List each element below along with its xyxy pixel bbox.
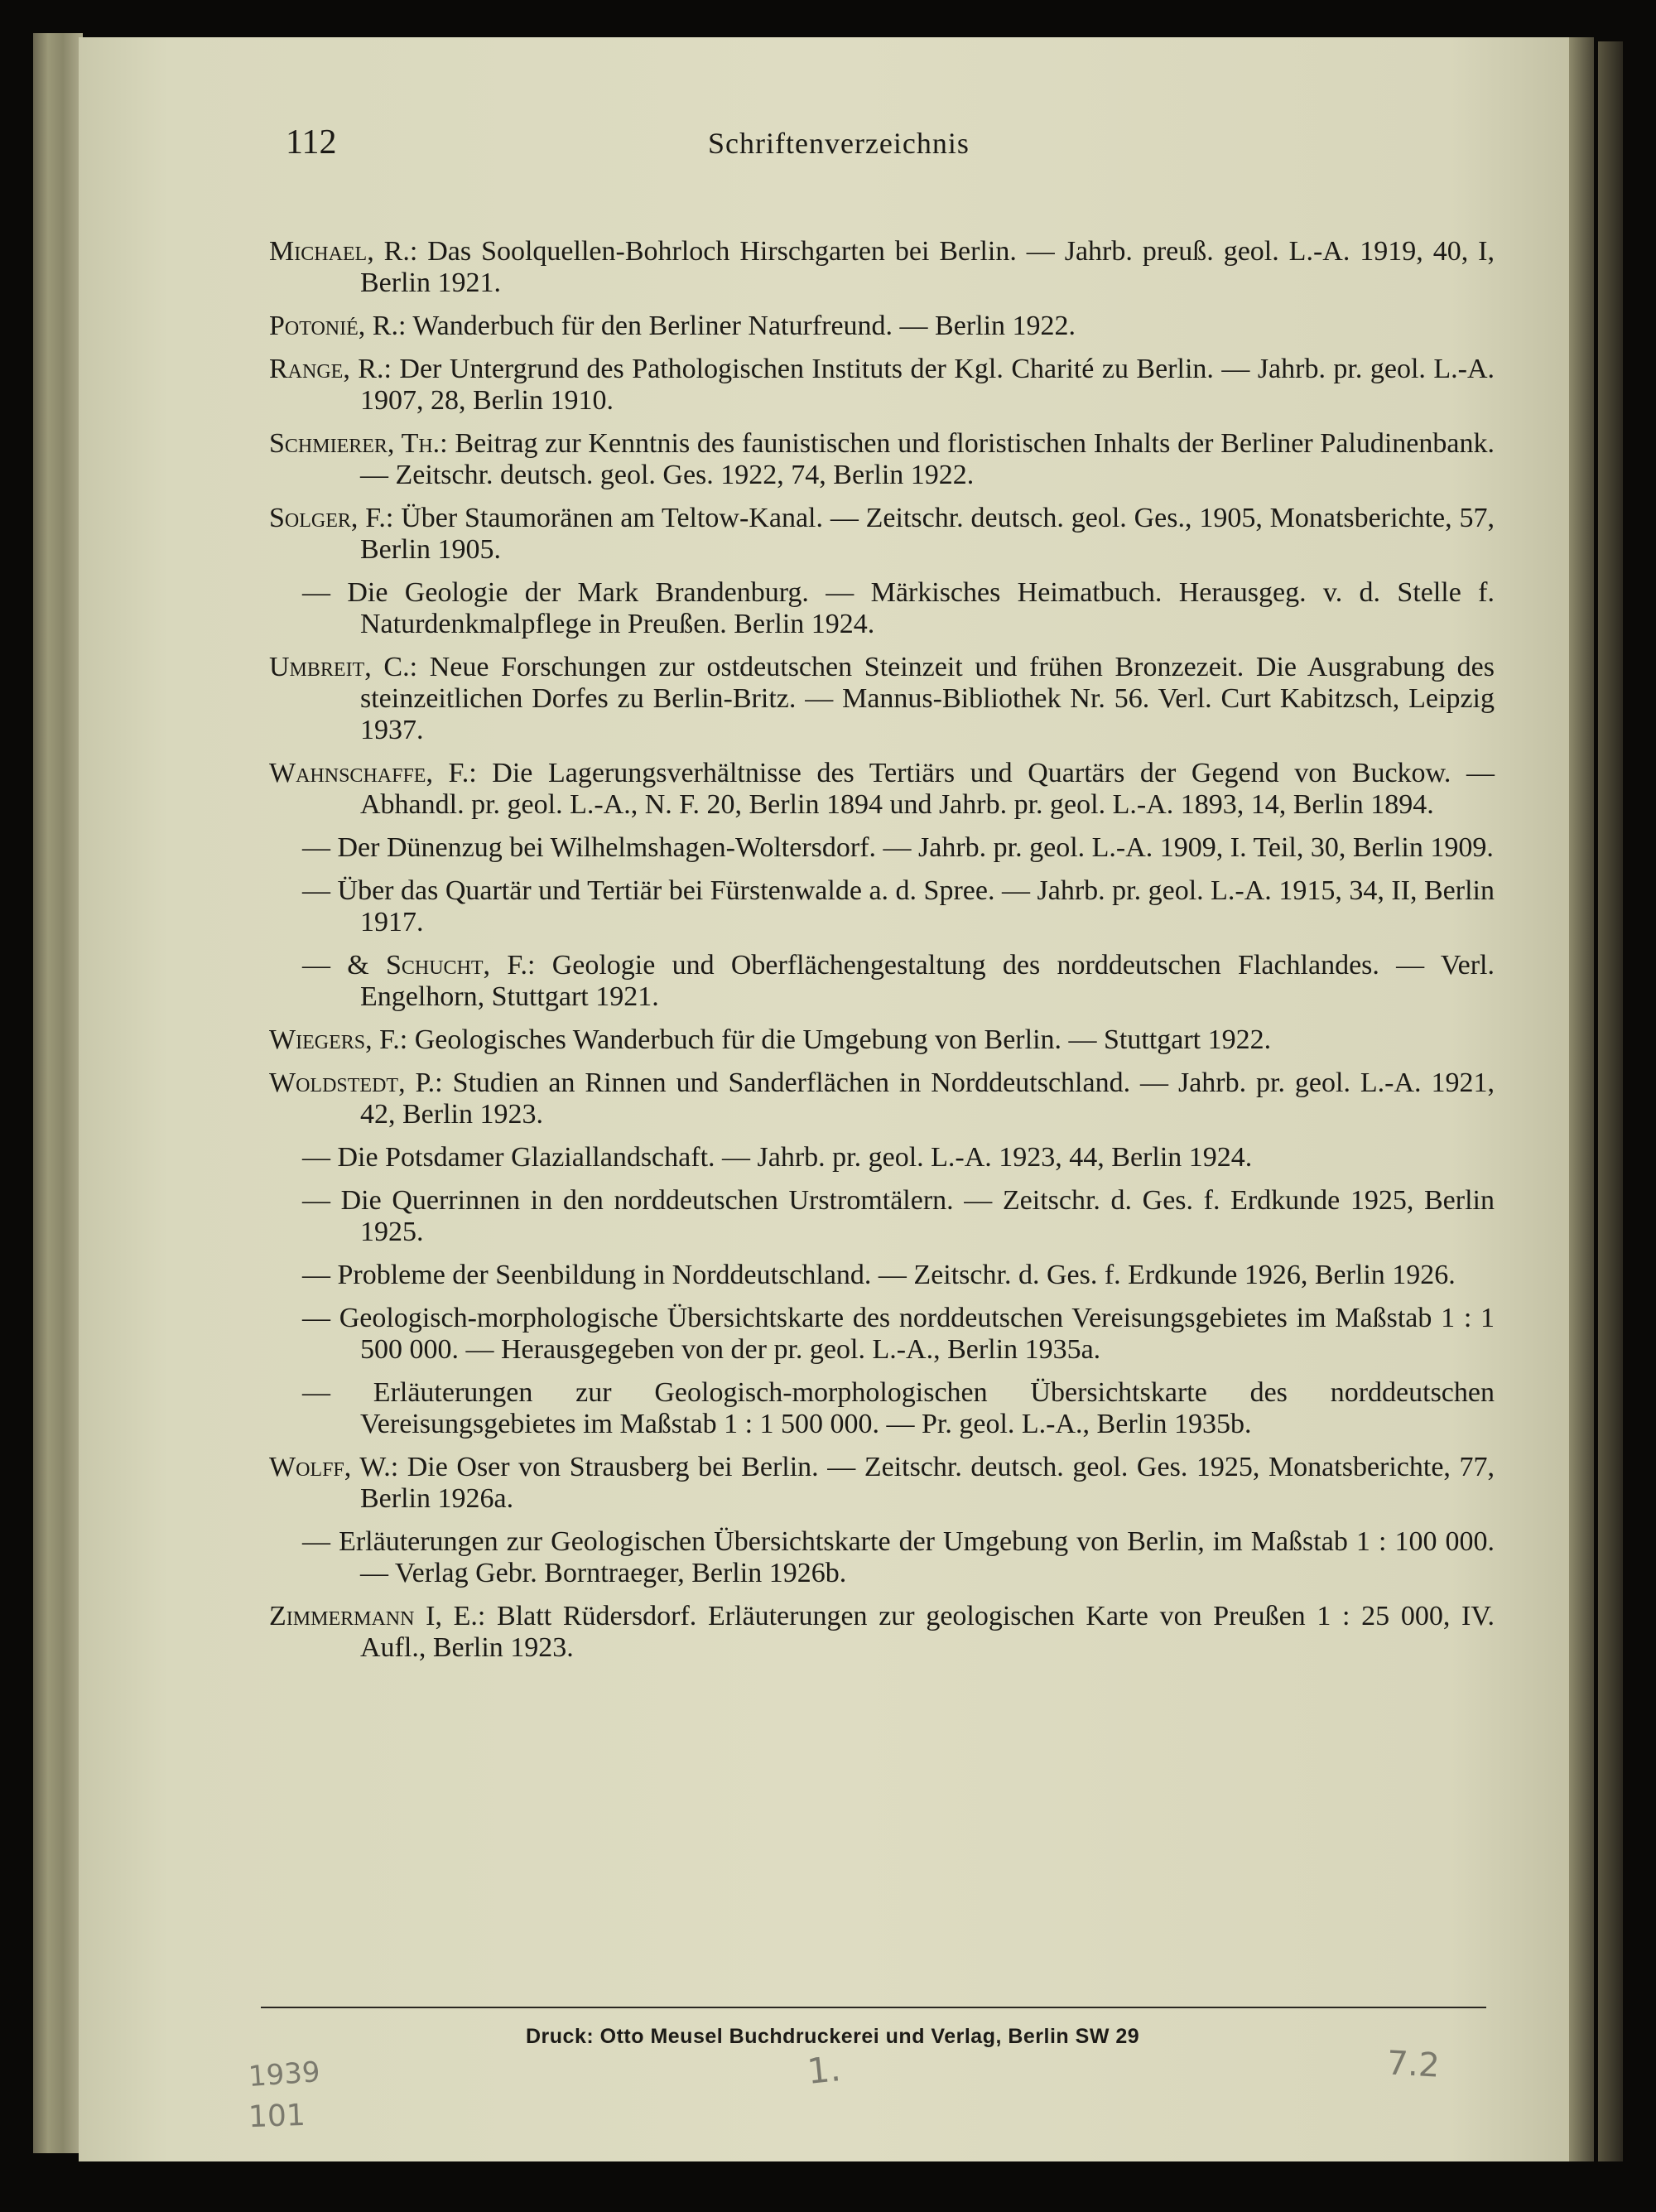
- entry-author: Umbreit, C.:: [269, 652, 418, 682]
- printer-imprint: Druck: Otto Meusel Buchdruckerei und Verlag, Berlin SW 29: [526, 2025, 1140, 2048]
- page-header: [79, 123, 1569, 172]
- pencil-right-note: 7.2: [1385, 2044, 1441, 2085]
- entry-text: Über das Quartär und Tertiär bei Fürstenwalde a. d. Spree. — Jahrb. pr. geol. L.-A. 1915, 34, II, Berlin 1917.: [337, 875, 1495, 937]
- entry-text: Die Potsdamer Glaziallandschaft. — Jahrb. pr. geol. L.-A. 1923, 44, Berlin 1924.: [337, 1142, 1253, 1173]
- entry-text: Die Oser von Strausberg bei Berlin. — Zeitschr. deutsch. geol. Ges. 1925, Monatsberichte, 77, Berlin 1926a.: [360, 1452, 1495, 1514]
- bibliography-subentry: [269, 1526, 1495, 1589]
- bibliography-entry: [269, 311, 1495, 342]
- entry-text: Geologie und Oberflächengestaltung des norddeutschen Flachlandes. — Verl. Engelhorn, Stuttgart 1921.: [360, 950, 1495, 1012]
- entry-author: Michael, R.:: [269, 236, 418, 267]
- bibliography-subentry: [269, 1142, 1495, 1173]
- pencil-left-note: 101: [248, 2098, 306, 2135]
- entry-text: Erläuterungen zur Geologischen Übersichtskarte der Umgebung von Berlin, im Maßstab 1 : 100 000. — Verlag Gebr. Borntraeger, Berlin 1926b.: [339, 1526, 1495, 1588]
- entry-text: Die Geologie der Mark Brandenburg. — Märkisches Heimatbuch. Herausgeg. v. d. Stelle f. Naturdenkmalpflege in Preußen. Berlin 1924.: [347, 577, 1495, 639]
- entry-text: Die Querrinnen in den norddeutschen Urstromtälern. — Zeitschr. d. Ges. f. Erdkunde 1925, Berlin 1925.: [340, 1185, 1495, 1247]
- entry-author: Wolff, W.:: [269, 1452, 399, 1482]
- entry-dash: —: [302, 1185, 330, 1216]
- entry-dash: —: [302, 1377, 330, 1408]
- entry-text: Erläuterungen zur Geologisch-morphologischen Übersichtskarte des norddeutschen Vereisungsgebietes im Maßstab 1 : 1 500 000. — Pr. geol. L.-A., Berlin 1935b.: [360, 1377, 1495, 1439]
- entry-text: Geologisches Wanderbuch für die Umgebung von Berlin. — Stuttgart 1922.: [414, 1024, 1272, 1055]
- bibliography-subentry: [269, 577, 1495, 640]
- bibliography-entry: [269, 1067, 1495, 1130]
- entry-dash: —: [302, 1526, 330, 1557]
- bibliography-entry: [269, 428, 1495, 491]
- bibliography-subentry: [269, 1377, 1495, 1440]
- right-page-edge-shadow: [1598, 41, 1623, 2161]
- entry-text: Das Soolquellen-Bohrloch Hirschgarten bei Berlin. — Jahrb. preuß. geol. L.-A. 1919, 40, I, Berlin 1921.: [360, 236, 1495, 298]
- bibliography-entry: [269, 1452, 1495, 1515]
- bibliography-subentry: [269, 875, 1495, 938]
- entry-dash: —: [302, 875, 330, 906]
- entry-text: Der Untergrund des Pathologischen Instituts der Kgl. Charité zu Berlin. — Jahrb. pr. geol. L.-A. 1907, 28, Berlin 1910.: [360, 354, 1495, 416]
- entry-author: Wahnschaffe, F.:: [269, 758, 477, 788]
- bibliography-subentry: [269, 1185, 1495, 1248]
- entry-text: Wanderbuch für den Berliner Naturfreund. — Berlin 1922.: [412, 311, 1076, 341]
- bibliography-entry: [269, 652, 1495, 746]
- page-stack-edge: [33, 33, 83, 2153]
- entry-author: Schmierer, Th.:: [269, 428, 448, 459]
- entry-author: Wiegers, F.:: [269, 1024, 408, 1055]
- bibliography-subentry: [269, 950, 1495, 1013]
- entry-dash: — & Schucht, F.:: [302, 950, 536, 981]
- entry-text: Über Staumoränen am Teltow-Kanal. — Zeitschr. deutsch. geol. Ges., 1905, Monatsberichte, 57, Berlin 1905.: [360, 503, 1495, 565]
- entry-dash: —: [302, 1142, 330, 1173]
- footer-rule: [261, 2007, 1486, 2008]
- entry-dash: —: [302, 832, 330, 863]
- bibliography-subentry: [269, 1260, 1495, 1291]
- entry-text: Studien an Rinnen und Sanderflächen in Norddeutschland. — Jahrb. pr. geol. L.-A. 1921, 42, Berlin 1923.: [360, 1067, 1495, 1130]
- entry-text: Geologisch-morphologische Übersichtskarte des norddeutschen Vereisungsgebietes im Maßstab 1 : 1 500 000. — Herausgegeben von der pr. geol. L.-A., Berlin 1935a.: [339, 1303, 1495, 1365]
- bibliography-list: [269, 236, 1495, 1675]
- entry-dash: —: [302, 1260, 330, 1290]
- entry-author: Range, R.:: [269, 354, 392, 384]
- page-number: 112: [286, 123, 337, 161]
- entry-author: Potonié, R.:: [269, 311, 407, 341]
- entry-author: Woldstedt, P.:: [269, 1067, 443, 1098]
- right-page-edge: [1569, 37, 1594, 2161]
- entry-author: Zimmermann I, E.:: [269, 1601, 486, 1631]
- bibliography-subentry: [269, 832, 1495, 864]
- pencil-center-mark: 1.: [805, 2048, 843, 2092]
- bibliography-entry: [269, 1601, 1495, 1664]
- pencil-year-note: 1939: [247, 2055, 321, 2094]
- running-head: Schriftenverzeichnis: [708, 127, 970, 160]
- entry-text: Die Lagerungsverhältnisse des Tertiärs und Quartärs der Gegend von Buckow. — Abhandl. pr. geol. L.-A., N. F. 20, Berlin 1894 und Jahrb. pr. geol. L.-A. 1893, 14, Berlin 1894.: [360, 758, 1495, 820]
- entry-dash: —: [302, 577, 330, 608]
- bibliography-subentry: [269, 1303, 1495, 1366]
- entry-text: Neue Forschungen zur ostdeutschen Steinzeit und frühen Bronzezeit. Die Ausgrabung des steinzeitlichen Dorfes zu Berlin-Britz. — Mannus-Bibliothek Nr. 56. Verl. Curt Kabitzsch, Leipzig 1937.: [360, 652, 1495, 745]
- book-page: [79, 37, 1569, 2161]
- bibliography-entry: [269, 236, 1495, 299]
- entry-text: Beitrag zur Kenntnis des faunistischen und floristischen Inhalts der Berliner Paludinenbank. — Zeitschr. deutsch. geol. Ges. 1922, 74, Berlin 1922.: [360, 428, 1495, 490]
- bibliography-entry: [269, 1024, 1495, 1056]
- bibliography-entry: [269, 758, 1495, 821]
- entry-text: Probleme der Seenbildung in Norddeutschland. — Zeitschr. d. Ges. f. Erdkunde 1926, Berlin 1926.: [337, 1260, 1456, 1290]
- bibliography-entry: [269, 503, 1495, 566]
- entry-dash: —: [302, 1303, 330, 1333]
- bibliography-entry: [269, 354, 1495, 417]
- entry-text: Der Dünenzug bei Wilhelmshagen-Woltersdorf. — Jahrb. pr. geol. L.-A. 1909, I. Teil, 30, Berlin 1909.: [337, 832, 1494, 863]
- entry-text: Blatt Rüdersdorf. Erläuterungen zur geologischen Karte von Preußen 1 : 25 000, IV. Aufl., Berlin 1923.: [360, 1601, 1495, 1663]
- entry-author: Solger, F.:: [269, 503, 394, 533]
